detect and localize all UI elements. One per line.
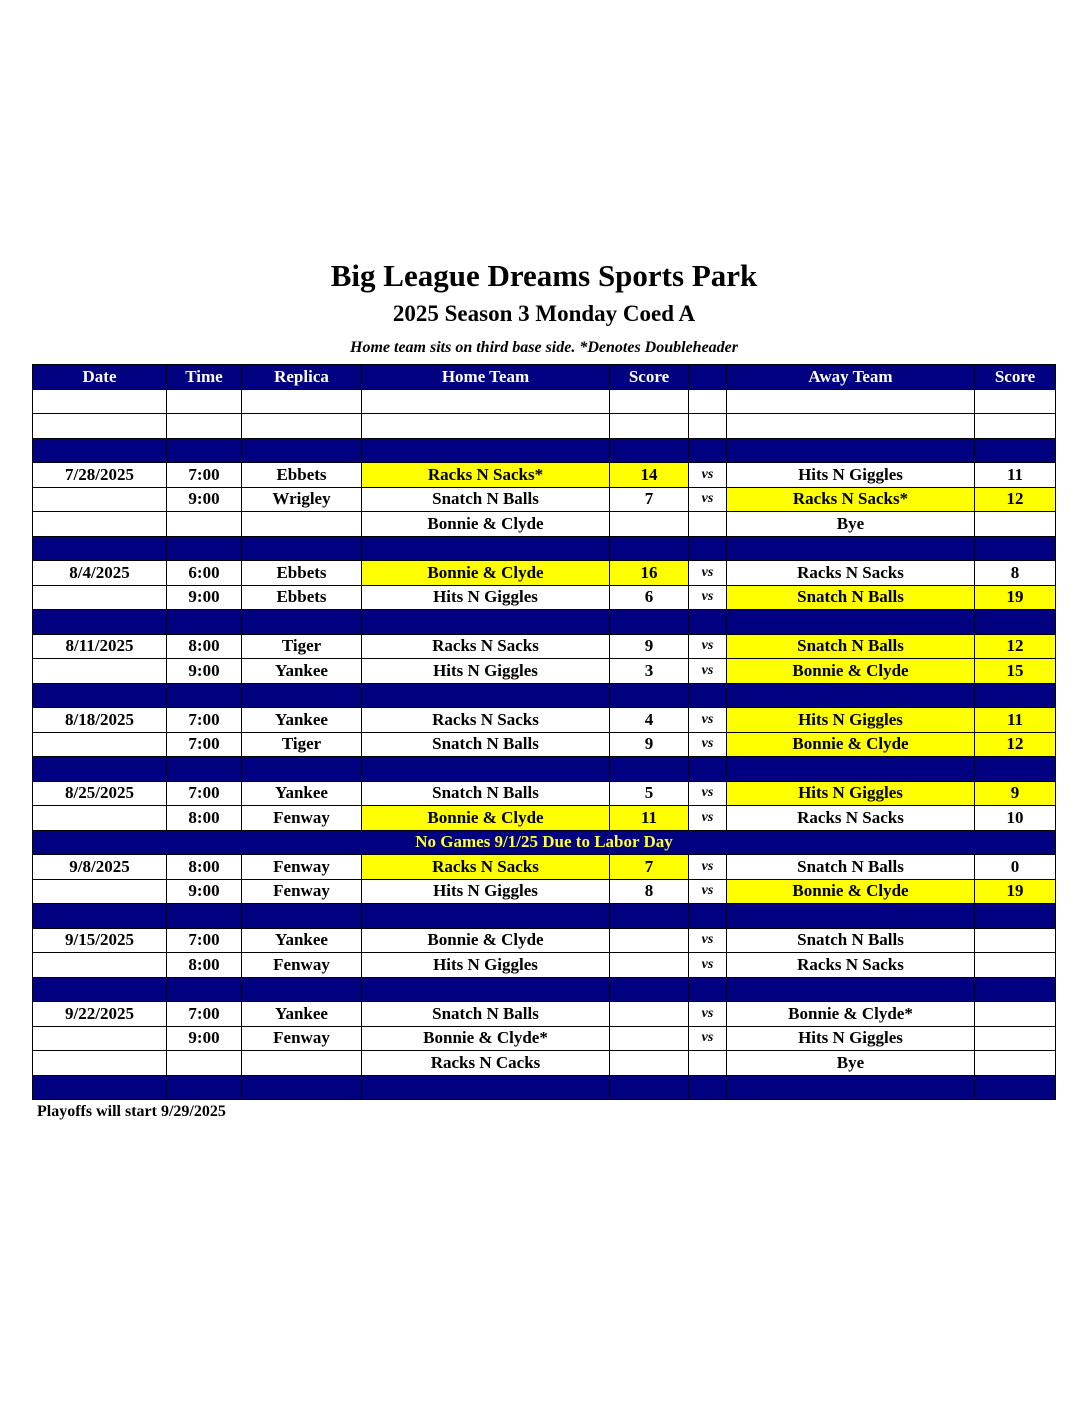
home-score-cell (610, 438, 689, 463)
game-row (33, 561, 1056, 586)
home-score-cell: 9 (610, 732, 689, 757)
away-score-cell (975, 977, 1056, 1002)
game-row (33, 855, 1056, 880)
time-cell (167, 683, 242, 708)
blank-row (33, 389, 1056, 414)
game-row (33, 487, 1056, 512)
separator-row (33, 536, 1056, 561)
home-score-cell: 6 (610, 585, 689, 610)
away-team-cell: Hits N Giggles (727, 708, 975, 733)
home-score-cell: 5 (610, 781, 689, 806)
vs-cell: vs (689, 585, 727, 610)
away-team-cell: Snatch N Balls (727, 855, 975, 880)
away-score-cell (975, 438, 1056, 463)
home-score-cell (610, 977, 689, 1002)
time-cell (167, 904, 242, 929)
home-score-cell: 7 (610, 487, 689, 512)
away-score-cell (975, 953, 1056, 978)
vs-cell: vs (689, 708, 727, 733)
home-team-cell: Bonnie & Clyde* (362, 1026, 610, 1051)
date-cell: 8/4/2025 (33, 561, 167, 586)
col-away-score: Score (975, 365, 1056, 390)
vs-cell: vs (689, 953, 727, 978)
time-cell: 6:00 (167, 561, 242, 586)
vs-cell: vs (689, 463, 727, 488)
vs-cell (689, 683, 727, 708)
home-team-cell (362, 610, 610, 635)
home-score-cell: 3 (610, 659, 689, 684)
vs-cell (689, 536, 727, 561)
date-cell (33, 389, 167, 414)
separator-row (33, 757, 1056, 782)
date-cell (33, 512, 167, 537)
away-score-cell: 12 (975, 634, 1056, 659)
time-cell (167, 1051, 242, 1076)
home-score-cell (610, 683, 689, 708)
time-cell: 7:00 (167, 708, 242, 733)
date-cell (33, 1075, 167, 1100)
separator-row (33, 610, 1056, 635)
game-row (33, 708, 1056, 733)
away-score-cell: 11 (975, 708, 1056, 733)
away-team-cell: Racks N Sacks* (727, 487, 975, 512)
away-team-cell (727, 977, 975, 1002)
date-cell (33, 879, 167, 904)
game-row (33, 634, 1056, 659)
replica-cell (242, 610, 362, 635)
home-team-cell: Hits N Giggles (362, 879, 610, 904)
replica-cell: Fenway (242, 855, 362, 880)
home-score-cell: 4 (610, 708, 689, 733)
replica-cell: Ebbets (242, 585, 362, 610)
date-cell (33, 414, 167, 439)
away-score-cell (975, 536, 1056, 561)
notice-text: No Games 9/1/25 Due to Labor Day (33, 830, 1056, 855)
home-score-cell (610, 536, 689, 561)
date-cell (33, 1051, 167, 1076)
vs-cell (689, 438, 727, 463)
date-cell (33, 683, 167, 708)
away-team-cell (727, 610, 975, 635)
game-row (33, 463, 1056, 488)
home-team-cell: Racks N Sacks (362, 708, 610, 733)
vs-cell: vs (689, 561, 727, 586)
home-team-cell: Snatch N Balls (362, 1002, 610, 1027)
home-score-cell: 8 (610, 879, 689, 904)
away-team-cell: Bonnie & Clyde* (727, 1002, 975, 1027)
col-home-score: Score (610, 365, 689, 390)
replica-cell (242, 757, 362, 782)
page-title: Big League Dreams Sports Park (330, 258, 758, 293)
home-score-cell (610, 757, 689, 782)
schedule-note: Home team sits on third base side. *Denotes Doubleheader (350, 339, 738, 356)
vs-cell (689, 512, 727, 537)
away-score-cell (975, 757, 1056, 782)
game-row (33, 732, 1056, 757)
away-score-cell: 12 (975, 732, 1056, 757)
date-cell (33, 904, 167, 929)
game-row (33, 585, 1056, 610)
home-team-cell: Racks N Sacks* (362, 463, 610, 488)
home-score-cell: 11 (610, 806, 689, 831)
home-team-cell (362, 438, 610, 463)
home-score-cell: 7 (610, 855, 689, 880)
replica-cell (242, 438, 362, 463)
vs-cell (689, 414, 727, 439)
away-score-cell: 19 (975, 585, 1056, 610)
vs-cell: vs (689, 732, 727, 757)
replica-cell (242, 536, 362, 561)
time-cell: 9:00 (167, 659, 242, 684)
away-score-cell: 10 (975, 806, 1056, 831)
home-team-cell: Bonnie & Clyde (362, 512, 610, 537)
home-score-cell: 9 (610, 634, 689, 659)
home-score-cell (610, 610, 689, 635)
time-cell (167, 512, 242, 537)
replica-cell (242, 414, 362, 439)
away-team-cell (727, 757, 975, 782)
vs-cell: vs (689, 781, 727, 806)
away-team-cell: Bye (727, 512, 975, 537)
replica-cell (242, 389, 362, 414)
away-score-cell: 19 (975, 879, 1056, 904)
date-cell: 8/18/2025 (33, 708, 167, 733)
vs-cell: vs (689, 659, 727, 684)
time-cell (167, 438, 242, 463)
separator-row (33, 438, 1056, 463)
away-score-cell: 11 (975, 463, 1056, 488)
date-cell (33, 732, 167, 757)
date-cell: 9/15/2025 (33, 928, 167, 953)
away-team-cell (727, 904, 975, 929)
replica-cell: Yankee (242, 659, 362, 684)
separator-row (33, 683, 1056, 708)
replica-cell (242, 904, 362, 929)
game-row (33, 1051, 1056, 1076)
home-score-cell (610, 1051, 689, 1076)
vs-cell: vs (689, 634, 727, 659)
time-cell (167, 414, 242, 439)
time-cell: 7:00 (167, 463, 242, 488)
home-team-cell (362, 1075, 610, 1100)
home-team-cell (362, 414, 610, 439)
replica-cell (242, 977, 362, 1002)
date-cell: 7/28/2025 (33, 463, 167, 488)
replica-cell: Yankee (242, 928, 362, 953)
away-team-cell (727, 438, 975, 463)
home-team-cell: Bonnie & Clyde (362, 561, 610, 586)
date-cell (33, 438, 167, 463)
away-team-cell: Hits N Giggles (727, 463, 975, 488)
away-score-cell (975, 389, 1056, 414)
replica-cell: Tiger (242, 634, 362, 659)
time-cell (167, 610, 242, 635)
separator-row (33, 977, 1056, 1002)
home-team-cell: Hits N Giggles (362, 659, 610, 684)
away-score-cell: 9 (975, 781, 1056, 806)
game-row (33, 928, 1056, 953)
time-cell: 7:00 (167, 928, 242, 953)
replica-cell: Fenway (242, 806, 362, 831)
replica-cell: Wrigley (242, 487, 362, 512)
away-score-cell (975, 904, 1056, 929)
date-cell (33, 487, 167, 512)
vs-cell (689, 757, 727, 782)
date-cell: 8/25/2025 (33, 781, 167, 806)
home-team-cell (362, 536, 610, 561)
away-score-cell: 12 (975, 487, 1056, 512)
replica-cell: Fenway (242, 953, 362, 978)
time-cell: 7:00 (167, 732, 242, 757)
col-replica: Replica (242, 365, 362, 390)
game-row (33, 659, 1056, 684)
vs-cell: vs (689, 879, 727, 904)
replica-cell: Yankee (242, 1002, 362, 1027)
away-team-cell: Bonnie & Clyde (727, 659, 975, 684)
col-time: Time (167, 365, 242, 390)
away-team-cell: Bonnie & Clyde (727, 879, 975, 904)
time-cell: 9:00 (167, 487, 242, 512)
home-score-cell (610, 928, 689, 953)
game-row (33, 879, 1056, 904)
home-team-cell: Hits N Giggles (362, 953, 610, 978)
replica-cell: Ebbets (242, 561, 362, 586)
replica-cell: Yankee (242, 781, 362, 806)
blank-row (33, 414, 1056, 439)
home-score-cell (610, 1026, 689, 1051)
time-cell: 9:00 (167, 879, 242, 904)
time-cell (167, 536, 242, 561)
schedule-table (32, 364, 1056, 1100)
home-score-cell (610, 904, 689, 929)
date-cell (33, 757, 167, 782)
time-cell: 8:00 (167, 634, 242, 659)
separator-row (33, 1075, 1056, 1100)
game-row (33, 1002, 1056, 1027)
date-cell: 9/8/2025 (33, 855, 167, 880)
game-row (33, 806, 1056, 831)
date-cell (33, 585, 167, 610)
home-team-cell: Racks N Sacks (362, 634, 610, 659)
notice-row (33, 830, 1056, 855)
away-score-cell (975, 683, 1056, 708)
away-score-cell (975, 414, 1056, 439)
time-cell (167, 757, 242, 782)
away-team-cell: Hits N Giggles (727, 1026, 975, 1051)
away-score-cell (975, 512, 1056, 537)
game-row (33, 953, 1056, 978)
vs-cell: vs (689, 487, 727, 512)
away-team-cell: Racks N Sacks (727, 953, 975, 978)
time-cell (167, 977, 242, 1002)
game-row (33, 781, 1056, 806)
date-cell: 9/22/2025 (33, 1002, 167, 1027)
vs-cell: vs (689, 928, 727, 953)
home-team-cell: Snatch N Balls (362, 487, 610, 512)
home-score-cell (610, 953, 689, 978)
vs-cell (689, 904, 727, 929)
away-team-cell (727, 389, 975, 414)
away-score-cell: 15 (975, 659, 1056, 684)
time-cell: 7:00 (167, 781, 242, 806)
home-score-cell (610, 389, 689, 414)
date-cell (33, 610, 167, 635)
time-cell: 9:00 (167, 1026, 242, 1051)
time-cell: 7:00 (167, 1002, 242, 1027)
time-cell: 8:00 (167, 855, 242, 880)
home-score-cell (610, 1075, 689, 1100)
playoffs-note: Playoffs will start 9/29/2025 (37, 1103, 226, 1120)
time-cell: 8:00 (167, 806, 242, 831)
home-score-cell (610, 512, 689, 537)
away-team-cell: Bonnie & Clyde (727, 732, 975, 757)
header-row (33, 365, 1056, 390)
col-date: Date (33, 365, 167, 390)
replica-cell (242, 1075, 362, 1100)
away-score-cell (975, 928, 1056, 953)
col-away-team: Away Team (727, 365, 975, 390)
replica-cell (242, 1051, 362, 1076)
date-cell (33, 977, 167, 1002)
away-score-cell (975, 1075, 1056, 1100)
replica-cell: Tiger (242, 732, 362, 757)
date-cell (33, 1026, 167, 1051)
vs-cell: vs (689, 1002, 727, 1027)
home-team-cell: Snatch N Balls (362, 781, 610, 806)
away-score-cell (975, 1051, 1056, 1076)
replica-cell: Fenway (242, 879, 362, 904)
replica-cell (242, 512, 362, 537)
away-score-cell: 8 (975, 561, 1056, 586)
home-team-cell (362, 389, 610, 414)
away-team-cell: Hits N Giggles (727, 781, 975, 806)
away-team-cell (727, 536, 975, 561)
vs-cell (689, 1075, 727, 1100)
date-cell (33, 659, 167, 684)
replica-cell: Yankee (242, 708, 362, 733)
col-home-team: Home Team (362, 365, 610, 390)
home-team-cell: Hits N Giggles (362, 585, 610, 610)
away-team-cell: Bye (727, 1051, 975, 1076)
date-cell (33, 536, 167, 561)
home-score-cell: 16 (610, 561, 689, 586)
home-team-cell (362, 757, 610, 782)
col-vs (689, 365, 727, 390)
date-cell (33, 806, 167, 831)
away-team-cell (727, 1075, 975, 1100)
away-team-cell (727, 414, 975, 439)
home-team-cell: Bonnie & Clyde (362, 806, 610, 831)
away-score-cell (975, 610, 1056, 635)
replica-cell (242, 683, 362, 708)
away-team-cell: Racks N Sacks (727, 561, 975, 586)
home-score-cell (610, 1002, 689, 1027)
home-team-cell (362, 904, 610, 929)
home-team-cell: Racks N Sacks (362, 855, 610, 880)
away-score-cell (975, 1026, 1056, 1051)
vs-cell: vs (689, 855, 727, 880)
home-score-cell (610, 414, 689, 439)
time-cell (167, 1075, 242, 1100)
date-cell (33, 953, 167, 978)
time-cell (167, 389, 242, 414)
home-team-cell (362, 683, 610, 708)
date-cell: 8/11/2025 (33, 634, 167, 659)
vs-cell: vs (689, 806, 727, 831)
game-row (33, 512, 1056, 537)
away-team-cell: Racks N Sacks (727, 806, 975, 831)
home-team-cell: Snatch N Balls (362, 732, 610, 757)
home-team-cell: Racks N Cacks (362, 1051, 610, 1076)
away-team-cell: Snatch N Balls (727, 634, 975, 659)
time-cell: 8:00 (167, 953, 242, 978)
replica-cell: Fenway (242, 1026, 362, 1051)
away-team-cell (727, 683, 975, 708)
away-team-cell: Snatch N Balls (727, 928, 975, 953)
away-score-cell: 0 (975, 855, 1056, 880)
away-team-cell: Snatch N Balls (727, 585, 975, 610)
season-subtitle: 2025 Season 3 Monday Coed A (392, 301, 696, 326)
replica-cell: Ebbets (242, 463, 362, 488)
vs-cell: vs (689, 1026, 727, 1051)
vs-cell (689, 977, 727, 1002)
vs-cell (689, 389, 727, 414)
vs-cell (689, 1051, 727, 1076)
separator-row (33, 904, 1056, 929)
away-score-cell (975, 1002, 1056, 1027)
home-team-cell: Bonnie & Clyde (362, 928, 610, 953)
time-cell: 9:00 (167, 585, 242, 610)
game-row (33, 1026, 1056, 1051)
home-score-cell: 14 (610, 463, 689, 488)
vs-cell (689, 610, 727, 635)
home-team-cell (362, 977, 610, 1002)
